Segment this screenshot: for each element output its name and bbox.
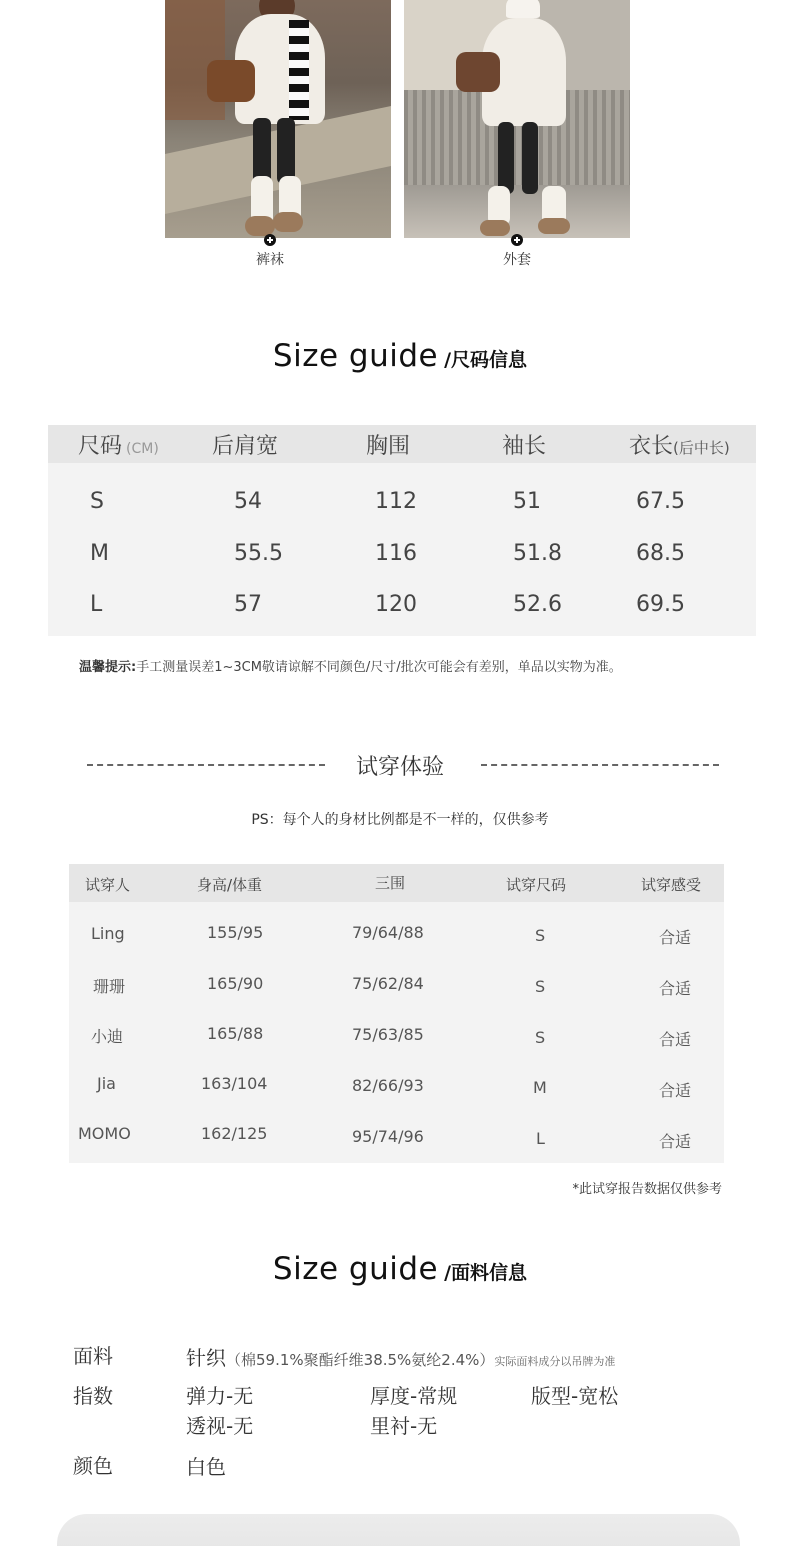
tried-size: S — [535, 977, 546, 996]
fabric-title: Size guide — [272, 1251, 439, 1287]
elasticity-value: 弹力-无 — [186, 1384, 254, 1408]
size-guide-title: Size guide — [272, 338, 439, 374]
material-value — [186, 1342, 615, 1371]
photo-caption-tights: 裤袜 — [256, 252, 284, 268]
fit-value: 版型-宽松 — [531, 1384, 619, 1408]
tried-size: L — [536, 1129, 545, 1148]
header-length-label: 衣长 — [629, 434, 674, 459]
measurements: 75/63/85 — [352, 1025, 424, 1044]
color-label: 颜色 — [73, 1454, 113, 1478]
measurements: 79/64/88 — [352, 923, 424, 942]
tester-name: Ling — [91, 924, 125, 943]
measurement-note — [79, 656, 622, 675]
tryon-footnote: *此试穿报告数据仅供参考 — [572, 1182, 722, 1197]
height-weight: 162/125 — [201, 1124, 268, 1143]
header-fit-feel: 试穿感受 — [641, 876, 702, 894]
tester-name: 小迪 — [91, 1027, 124, 1046]
material-composition: （棉59.1%聚酯纤维38.5%氨纶2.4%） — [226, 1351, 495, 1369]
fabric-heading — [0, 1251, 800, 1287]
size-guide-subtitle: /尺码信息 — [444, 349, 528, 371]
sleeve-cell: 51 — [513, 489, 541, 514]
size-cell: L — [90, 592, 103, 617]
chest-cell: 120 — [375, 592, 417, 617]
header-tester: 试穿人 — [85, 876, 131, 894]
header-height-weight: 身高/体重 — [197, 876, 263, 894]
sleeve-cell: 52.6 — [513, 592, 562, 617]
fabric-subtitle: /面料信息 — [444, 1262, 528, 1284]
chest-cell: 116 — [375, 541, 417, 566]
tryon-table-header — [69, 864, 724, 902]
tryon-title: 试穿体验 — [355, 755, 444, 780]
shoulder-cell: 54 — [234, 489, 262, 514]
lining-value: 里衬-无 — [370, 1414, 438, 1438]
material-name: 针织 — [186, 1346, 226, 1370]
size-table — [48, 425, 756, 636]
measurements: 95/74/96 — [352, 1127, 424, 1146]
material-note: 实际面料成分以吊牌为准 — [494, 1355, 616, 1368]
header-length-note: (后中长) — [673, 439, 730, 457]
header-measurements: 三围 — [375, 874, 406, 892]
tried-size: S — [535, 1028, 546, 1047]
fit-feel: 合适 — [659, 928, 692, 947]
tried-size: S — [535, 926, 546, 945]
tryon-dash-right — [481, 764, 719, 766]
tryon-table — [69, 864, 724, 1163]
size-cell: M — [90, 541, 109, 566]
height-weight: 155/95 — [207, 923, 264, 942]
outfit-photo-coat — [404, 0, 630, 238]
tester-name: MOMO — [78, 1124, 131, 1143]
add-coat-icon[interactable] — [511, 234, 523, 246]
material-label: 面料 — [73, 1344, 113, 1368]
note-text: 手工测量误差1~3CM敬请谅解不同颜色/尺寸/批次可能会有差别，单品以实物为准。 — [136, 660, 622, 675]
tryon-ps-note: PS：每个人的身材比例都是不一样的，仅供参考 — [251, 812, 549, 828]
fit-feel: 合适 — [659, 979, 692, 998]
size-cell: S — [90, 489, 104, 514]
header-tried-size: 试穿尺码 — [506, 876, 567, 894]
header-size — [78, 429, 159, 460]
color-value: 白色 — [186, 1455, 226, 1479]
photo-caption-coat: 外套 — [503, 252, 531, 268]
fit-feel: 合适 — [659, 1030, 692, 1049]
index-label: 指数 — [73, 1384, 113, 1408]
fit-feel: 合适 — [659, 1132, 692, 1151]
header-size-label: 尺码 — [78, 434, 123, 459]
length-cell: 69.5 — [636, 592, 685, 617]
length-cell: 68.5 — [636, 541, 685, 566]
outfit-photo-tights — [165, 0, 391, 238]
header-length — [629, 429, 730, 460]
header-sleeve: 袖长 — [502, 434, 547, 459]
header-chest: 胸围 — [366, 434, 411, 459]
fit-feel: 合适 — [659, 1081, 692, 1100]
chest-cell: 112 — [375, 489, 417, 514]
shoulder-cell: 55.5 — [234, 541, 283, 566]
add-tights-icon[interactable] — [264, 234, 276, 246]
shoulder-cell: 57 — [234, 592, 262, 617]
note-label: 温馨提示: — [79, 660, 137, 675]
next-section-card — [57, 1514, 740, 1546]
transparency-value: 透视-无 — [186, 1414, 254, 1438]
tried-size: M — [533, 1078, 547, 1097]
header-shoulder: 后肩宽 — [212, 434, 279, 459]
tester-name: 珊珊 — [93, 977, 126, 996]
measurements: 75/62/84 — [352, 974, 424, 993]
height-weight: 163/104 — [201, 1074, 268, 1093]
length-cell: 67.5 — [636, 489, 685, 514]
measurements: 82/66/93 — [352, 1076, 424, 1095]
header-unit: (CM) — [126, 441, 159, 457]
thickness-value: 厚度-常规 — [370, 1384, 458, 1408]
size-table-header — [48, 425, 756, 463]
tester-name: Jia — [97, 1074, 116, 1093]
size-guide-heading — [0, 338, 800, 374]
height-weight: 165/90 — [207, 974, 264, 993]
sleeve-cell: 51.8 — [513, 541, 562, 566]
height-weight: 165/88 — [207, 1024, 264, 1043]
